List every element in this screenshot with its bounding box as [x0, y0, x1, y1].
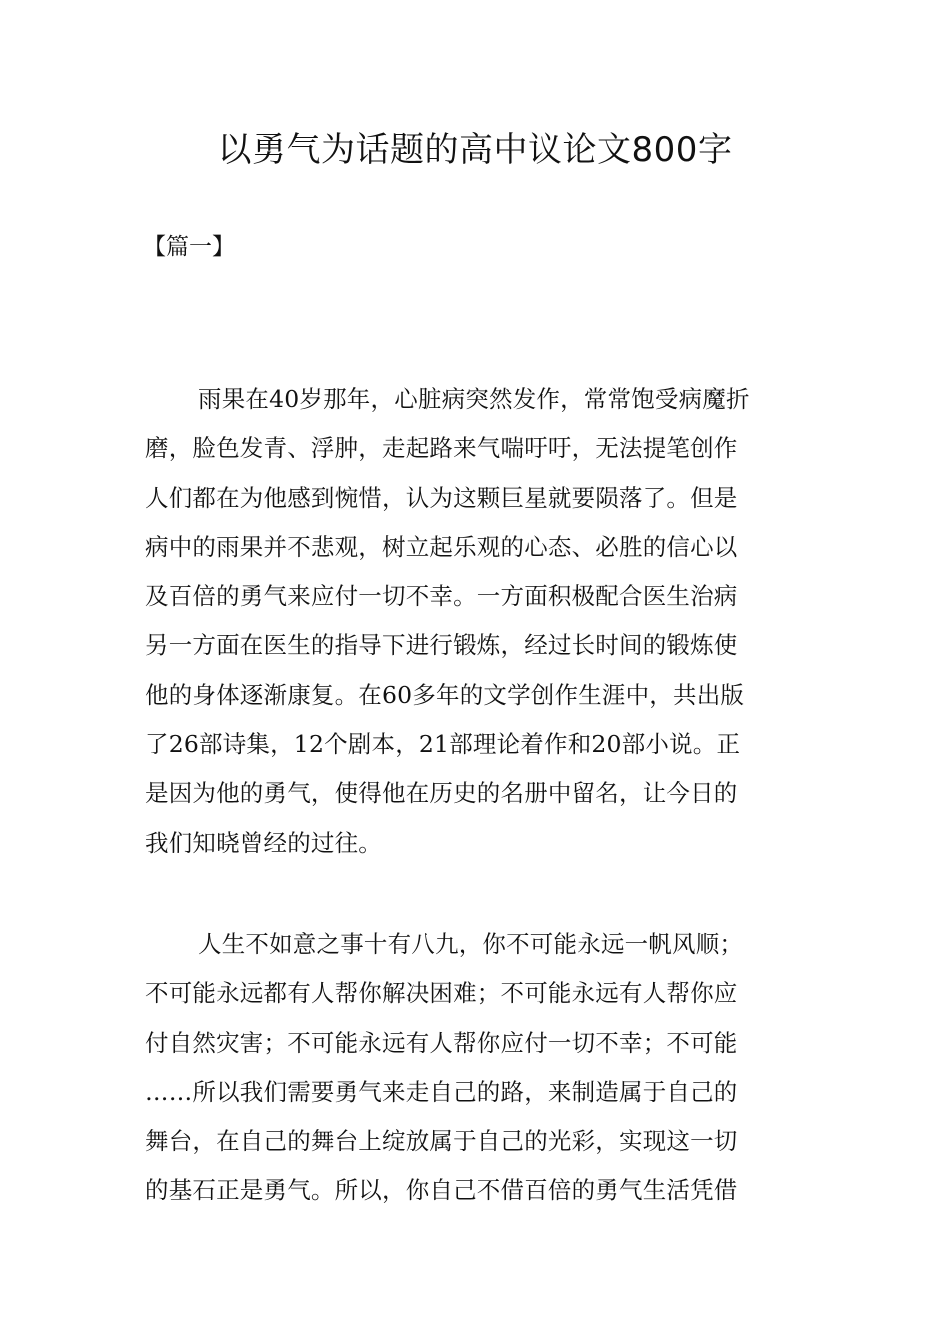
paragraph-line: ……所以我们需要勇气来走自己的路，来制造属于自己的 — [145, 1077, 738, 1106]
paragraph-line: 付自然灾害；不可能永远有人帮你应付一切不幸；不可能 — [145, 1028, 738, 1057]
paragraph-line: 了26部诗集，12个剧本，21部理论着作和20部小说。正 — [145, 730, 741, 759]
paragraph-line: 雨果在40岁那年，心脏病突然发作，常常饱受病魔折 — [198, 385, 750, 413]
paragraph-2 — [145, 920, 810, 1216]
paragraph-line: 不可能永远都有人帮你解决困难；不可能永远有人帮你应 — [145, 979, 738, 1008]
paragraph-line: 是因为他的勇气，使得他在历史的名册中留名，让今日的 — [145, 779, 738, 808]
page-title: 以勇气为话题的高中议论文800字 — [217, 130, 733, 170]
section-label: 【篇一】 — [143, 234, 235, 260]
paragraph-line: 他的身体逐渐康复。在60多年的文学创作生涯中，共出版 — [145, 680, 745, 709]
paragraph-line: 及百倍的勇气来应付一切不幸。一方面积极配合医生治病 — [145, 582, 738, 611]
paragraph-line: 另一方面在医生的指导下进行锻炼，经过长时间的锻炼使 — [145, 631, 738, 660]
paragraph-1 — [145, 375, 810, 868]
paragraph-line: 病中的雨果并不悲观，树立起乐观的心态、必胜的信心以 — [145, 532, 738, 561]
paragraph-line: 舞台，在自己的舞台上绽放属于自己的光彩，实现这一切 — [145, 1127, 738, 1156]
paragraph-line: 我们知晓曾经的过往。 — [145, 828, 382, 857]
paragraph-line: 人生不如意之事十有八九，你不可能永远一帆风顺； — [198, 930, 744, 958]
paragraph-line: 的基石正是勇气。所以，你自己不借百倍的勇气生活凭借 — [145, 1176, 738, 1205]
paragraph-line: 磨，脸色发青、浮肿，走起路来气喘吁吁，无法提笔创作 — [145, 434, 738, 463]
paragraph-line: 人们都在为他感到惋惜，认为这颗巨星就要陨落了。但是 — [145, 483, 738, 512]
